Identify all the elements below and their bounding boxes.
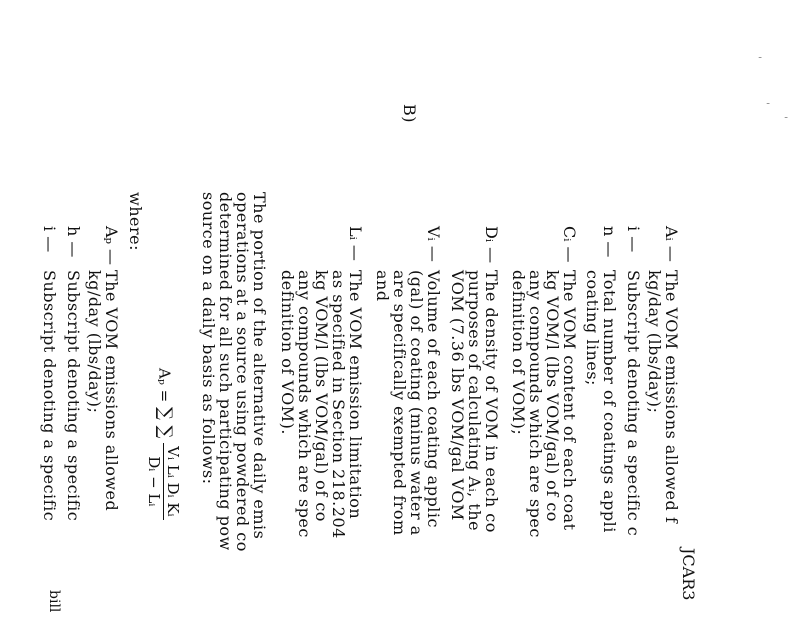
paragraph-line: source on a daily basis as follows: bbox=[199, 192, 218, 485]
def-text-line: Subscript denoting a specific bbox=[40, 270, 59, 522]
def-text-line: coating lines; bbox=[583, 270, 602, 386]
def-text-line: VOM (7.36 lbs VOM/gal VOM bbox=[448, 270, 467, 521]
emission-formula bbox=[145, 368, 182, 520]
def-text-line: The VOM emissions allowed bbox=[102, 270, 121, 512]
def-text-line: any compounds which are spec bbox=[526, 270, 545, 538]
def-symbol-ci: Cᵢ — bbox=[560, 226, 579, 263]
scan-speck: ' bbox=[751, 56, 762, 59]
def-text-line: definition of VOM); bbox=[509, 270, 528, 436]
def-symbol-i: i — bbox=[624, 226, 643, 253]
def-text-line: Volume of each coating applic bbox=[424, 270, 443, 528]
def-symbol-li: Lᵢ — bbox=[346, 226, 365, 261]
def-symbol-vi: Vᵢ — bbox=[424, 226, 443, 262]
paragraph-line: determined for all such participating pow bbox=[216, 192, 235, 551]
document-header: JCAR3 bbox=[679, 548, 698, 601]
paragraph-line: The portion of the alternative daily emis bbox=[250, 192, 269, 540]
def-symbol-ap: Aₚ — bbox=[102, 226, 121, 266]
formula-sums: ∑ ∑ bbox=[154, 406, 176, 439]
def-text-line: (gal) of coating (minus water a bbox=[407, 270, 426, 536]
formula-denominator: Dᵢ − Lᵢ bbox=[145, 456, 163, 507]
def-text-line: Subscript denoting a specific bbox=[64, 270, 83, 522]
scan-speck: ' bbox=[759, 102, 770, 105]
def-symbol-di: Dᵢ — bbox=[482, 226, 501, 264]
def-text-line: and bbox=[373, 270, 392, 302]
def-text-line: Total number of coatings appli bbox=[600, 270, 619, 533]
def-symbol-n: n — bbox=[600, 226, 619, 258]
def-text-line: kg VOM/l (lbs VOM/gal) of co bbox=[543, 270, 562, 522]
paragraph-line: operations at a source using powdered co bbox=[233, 192, 252, 552]
def-text-line: The VOM content of each coat bbox=[560, 270, 579, 531]
formula-lhs: Aₚ = bbox=[155, 368, 174, 403]
def-text-line: kg VOM/l (lbs VOM/gal) of co bbox=[312, 270, 331, 522]
def-text-line: as specified in Section 218.204 bbox=[329, 270, 348, 539]
def-symbol-i2: i — bbox=[40, 226, 59, 253]
def-text-line: purposes of calculating Aᵢ, the bbox=[465, 270, 484, 532]
def-text-line: are specifically exempted from bbox=[390, 270, 409, 536]
scan-speck: ' bbox=[777, 116, 788, 119]
section-label: B) bbox=[400, 104, 419, 123]
formula-numerator: Vᵢ Lᵢ Dᵢ Kᵢ bbox=[163, 443, 182, 519]
where-label: where: bbox=[126, 192, 145, 251]
page-number: bill bbox=[46, 590, 62, 613]
def-text-line: definition of VOM). bbox=[278, 270, 297, 435]
def-text-line: kg/day (lbs/day); bbox=[645, 270, 664, 414]
def-text-line: The VOM emissions allowed f bbox=[662, 270, 681, 524]
def-text-line: kg/day (lbs/day); bbox=[85, 270, 104, 414]
def-text-line: The VOM emission limitation bbox=[346, 270, 365, 520]
def-text-line: any compounds which are spec bbox=[295, 270, 314, 538]
def-symbol-h: h — bbox=[64, 226, 83, 258]
def-symbol-ai: Aᵢ — bbox=[662, 226, 681, 262]
def-text-line: Subscript denoting a specific c bbox=[624, 270, 643, 537]
formula-fraction bbox=[145, 443, 182, 519]
def-text-line: The density of VOM in each co bbox=[482, 270, 501, 533]
